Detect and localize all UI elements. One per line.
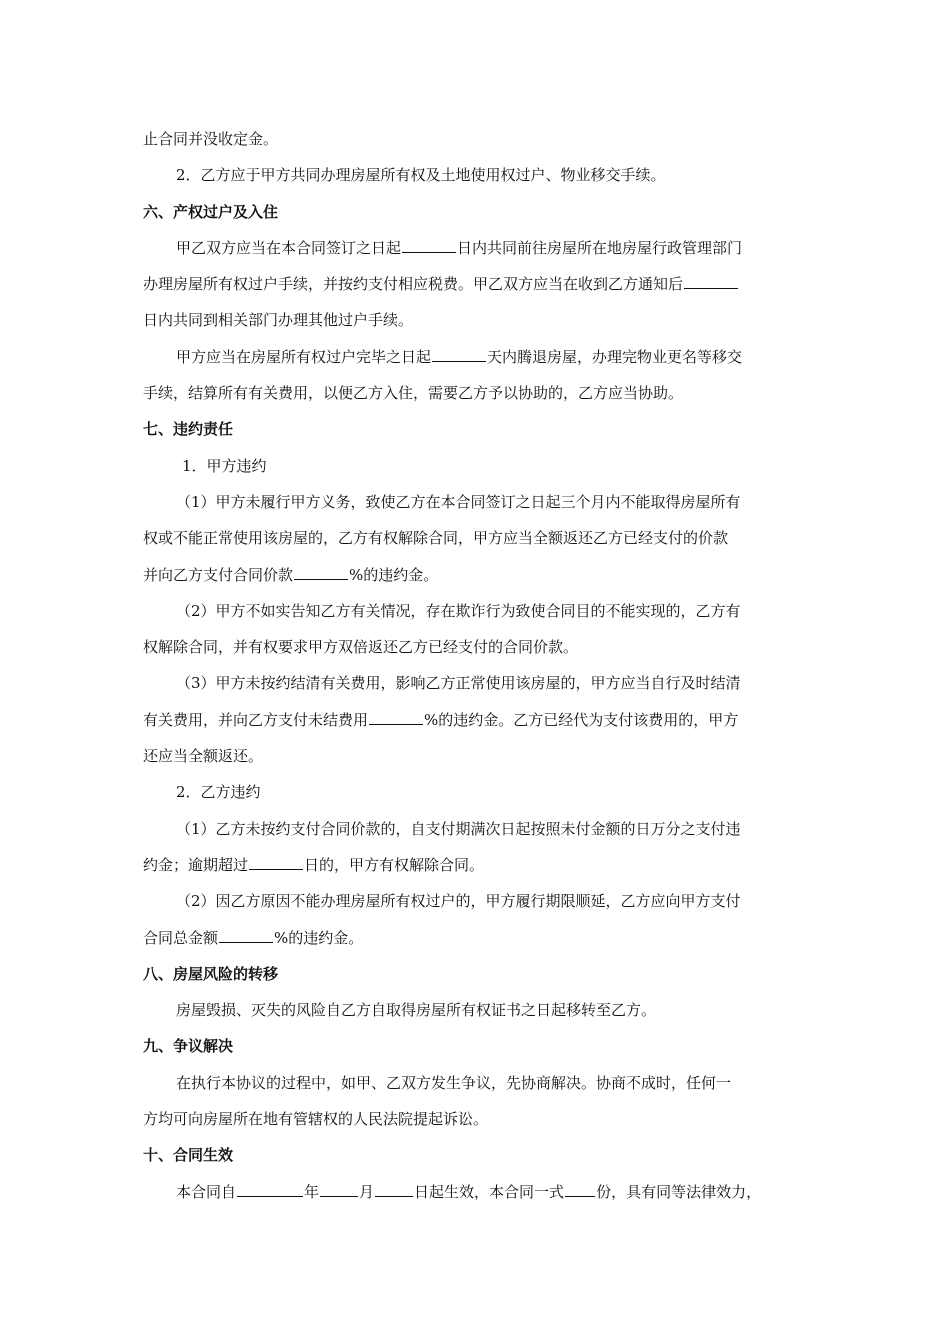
blank-percent-1: [294, 564, 348, 580]
s6-paragraph-1-line-3: 日内共同到相关部门办理其他过户手续。: [143, 311, 414, 330]
document-body: [143, 121, 808, 1210]
s10-paragraph-1: 本合同自 年 月 日起生效，本合同一式 份，具有同等法律效力，: [176, 1182, 762, 1201]
s7-item-1-line-2: 权或不能正常使用该房屋的，乙方有权解除合同，甲方应当全额返还乙方已经支付的价款: [143, 529, 729, 548]
blank-year: [237, 1181, 303, 1197]
s7-item-1-line-1: （1）甲方未履行甲方义务，致使乙方在本合同签订之日起三个月内不能取得房屋所有: [176, 492, 741, 511]
section-heading-8: 八、房屋风险的转移: [143, 964, 279, 983]
s7-item-3-line-2: 有关费用，并向乙方支付未结费用 %的违约金。乙方已经代为支付该费用的，甲方: [143, 710, 739, 729]
blank-percent-3: [219, 927, 273, 943]
s6-paragraph-2-line-1: 甲方应当在房屋所有权过户完毕之日起 天内腾退房屋，办理完物业更名等移交: [176, 347, 743, 366]
s7-item-b1-line-2: 约金；逾期超过 日的，甲方有权解除合同。: [143, 855, 485, 874]
s7-sub-heading-1: 1．甲方违约: [182, 456, 267, 475]
s6-paragraph-1-line-2: 办理房屋所有权过户手续，并按约支付相应税费。甲乙双方应当在收到乙方通知后: [143, 266, 808, 302]
s7-item-b1-line-1: （1）乙方未按约支付合同价款的，自支付期满次日起按照未付金额的日万分之支付违: [176, 819, 741, 838]
s7-item-2-line-2: 权解除合同，并有权要求甲方双倍返还乙方已经支付的合同价款。: [143, 638, 579, 657]
s7-item-3-line-1: （3）甲方未按约结清有关费用，影响乙方正常使用该房屋的，甲方应当自行及时结清: [176, 674, 741, 693]
blank-days-4: [249, 854, 303, 870]
s7-item-3-line-3: 还应当全额返还。: [143, 747, 264, 766]
s7-sub-heading-2: 2．乙方违约: [176, 783, 261, 802]
blank-days-2: [684, 273, 738, 289]
paragraph-continuation: 止合同并没收定金。: [143, 130, 279, 148]
blank-percent-2: [369, 709, 423, 725]
s7-item-1-line-3: 并向乙方支付合同价款 %的违约金。: [143, 565, 439, 584]
s9-paragraph-1-line-2: 方均可向房屋所在地有管辖权的人民法院提起诉讼。: [143, 1110, 489, 1129]
section-heading-9: 九、争议解决: [143, 1037, 234, 1056]
s7-item-b2-line-1: （2）因乙方原因不能办理房屋所有权过户的，甲方履行期限顺延，乙方应向甲方支付: [176, 892, 741, 911]
s7-item-2-line-1: （2）甲方不如实告知乙方有关情况，存在欺诈行为致使合同目的不能实现的，乙方有: [176, 601, 741, 620]
s6-paragraph-1-line-1: 甲乙双方应当在本合同签订之日起 日内共同前往房屋所在地房屋行政管理部门: [176, 238, 743, 257]
s7-item-b2-line-2: 合同总金额 %的违约金。: [143, 928, 364, 947]
s8-paragraph-1: 房屋毁损、灭失的风险自乙方自取得房屋所有权证书之日起移转至乙方。: [176, 1001, 657, 1020]
clause-item-2: 2．乙方应于甲方共同办理房屋所有权及土地使用权过户、物业移交手续。: [176, 166, 666, 185]
section-heading-6: 六、产权过户及入住: [143, 202, 279, 221]
s9-paragraph-1-line-1: 在执行本协议的过程中，如甲、乙双方发生争议，先协商解决。协商不成时，任何一: [176, 1073, 732, 1092]
blank-days-3: [432, 346, 486, 362]
blank-copies: [565, 1181, 595, 1197]
blank-day: [375, 1181, 413, 1197]
section-heading-10: 十、合同生效: [143, 1146, 234, 1165]
blank-days-1: [402, 237, 456, 253]
blank-month: [320, 1181, 358, 1197]
s6-paragraph-2-line-2: 手续，结算所有有关费用，以便乙方入住，需要乙方予以协助的，乙方应当协助。: [143, 384, 684, 403]
section-heading-7: 七、违约责任: [143, 420, 234, 439]
